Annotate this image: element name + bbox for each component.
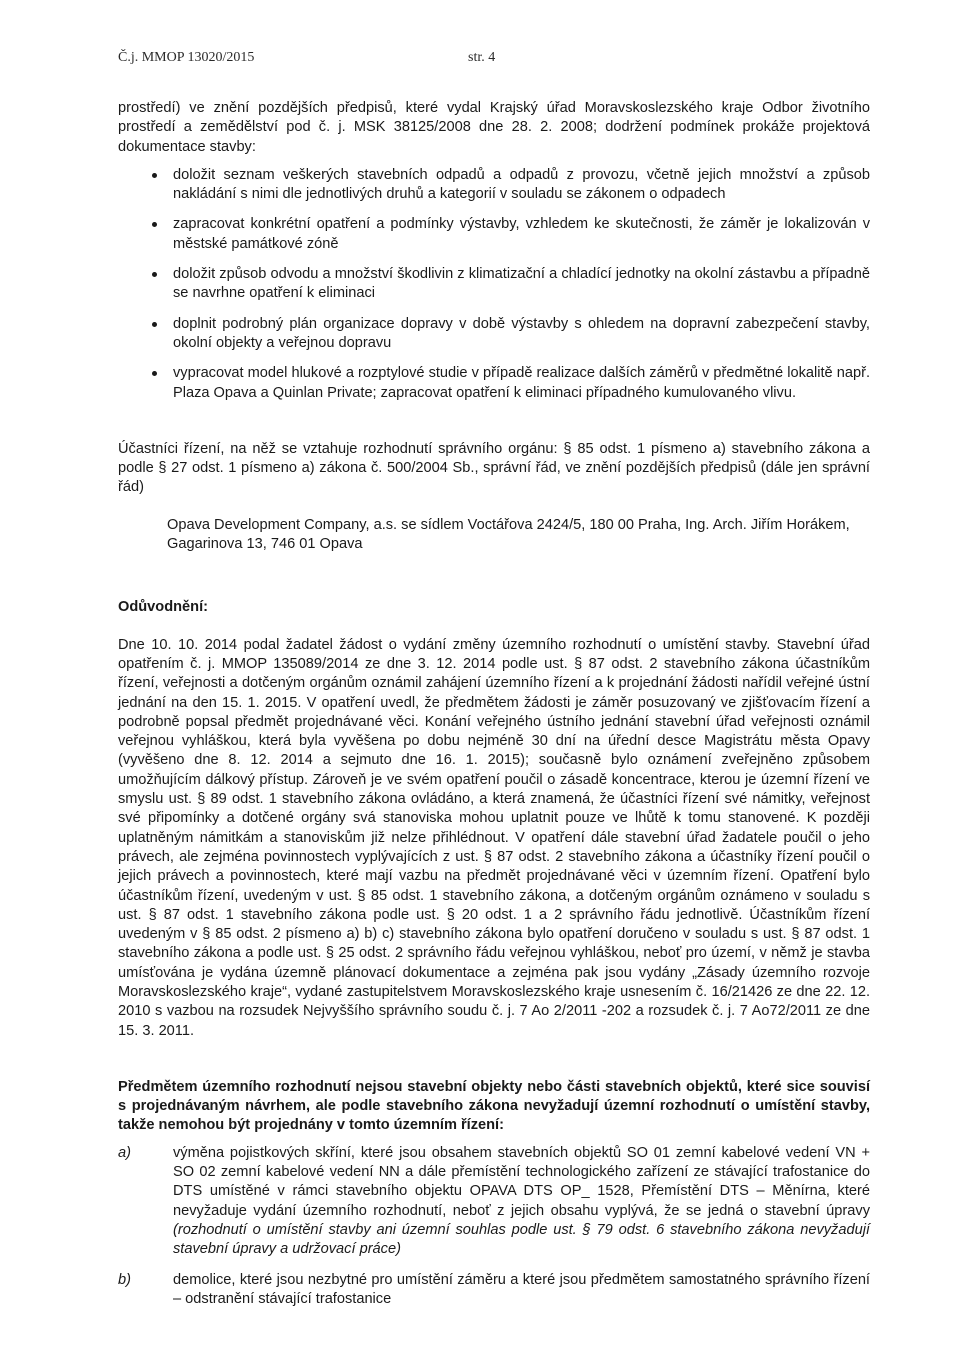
list-item-text: doložit seznam veškerých stavebních odpadů a odpadů z provozu, včetně jejich množství a způsob nakládání s nimi dle jednotlivých druhů a kategorií v souladu se zákonem o odpadech	[173, 166, 870, 203]
list-item	[118, 315, 870, 354]
bullet-icon	[152, 371, 157, 376]
list-item-text: vypracovat model hlukové a rozptylové studie v případě realizace dalších záměrů v předmětné lokalitě např. Plaza Opava a Quinlan Private; zapracovat opatření k eliminaci případného kumulovaného vlivu.	[173, 365, 870, 401]
item-text: výměna pojistkových skříní, které jsou obsahem stavebních objektů SO 01 zemní kabelové vedení VN + SO 02 zemní kabelové vedení NN a dále přemístění technologického zařízení ze stávající trafostanice do DTS umístěné v rámci stavebního objektu OPAVA DTS OP_ 1528, Přemístění DTS – Měnírna, které nevyžaduje vydání územního rozhodnutí, neboť z jejich obsahu vyplývá, že se jedná o stavební úpravy	[173, 1144, 870, 1219]
list-item	[118, 166, 870, 205]
item-text: demolice, které jsou nezbytné pro umístění záměru a které jsou předmětem samostatného správního řízení – odstranění stávající trafostanice	[173, 1271, 870, 1307]
intro-paragraph: prostředí) ve znění pozdějších předpisů, které vydal Krajský úřad Moravskoslezského kraje Odbor životního prostředí a zemědělství pod č. j. MSK 38125/2008 dne 28. 2. 2008; dodržení podmínek prokáže projektová dokumentace stavby:	[118, 100, 870, 155]
conditions-list	[118, 166, 870, 403]
list-item	[118, 1271, 870, 1310]
item-note: (rozhodnutí o umístění stavby ani územní souhlas podle ust. § 79 odst. 6 stavebního zákona nevyžadují stavební úpravy a udržovací práce)	[173, 1221, 870, 1258]
reasoning-paragraph: Dne 10. 10. 2014 podal žadatel žádost o vydání změny územního rozhodnutí o umístění stavby. Stavební úřad opatřením č. j. MMOP 135089/2014 ze dne 3. 12. 2014 podle ust. § 87 odst. 2 stavebního zákona účastníkům řízení, veřejnosti a dotčeným orgánům oznámil zahájení územního řízení a k projednání žádosti nařídil veřejné ústní jednání na den 15. 1. 2015. V opatření uvedl, že předmětem žádosti je záměr posuzovaný ve zjišťovacím řízení a podrobně popsal předmět projednávané věci. Konání veřejného ústního jednání stavební úřad veřejnosti oznámil veřejnou vyhláškou, která byla vyvěšena po dobu nejméně 30 dní na úřední desce Magistrátu města Opavy (vyvěšeno dne 8. 12. 2014 a sejmuto dne 16. 1. 2015); současně bylo oznámení zveřejněno způsobem umožňujícím dálkový přístup. Zároveň je ve svém opatření poučil o zásadě koncentrace, kterou je územní řízení ve smyslu ust. § 89 odst. 1 stavebního zákona ovládáno, a která znamená, že účastníci řízení své námitky, veřejnost své připomínky a dotčené orgány svá stanoviska mohou uplatnit pouze ve lhůtě k tomu stanovené. K později uplatněným námitkám a stanoviskům již nelze přihlédnout. V opatření dále stavební úřad žadatele poučil o jeho právech, ale zejména povinnostech vyplývajících z ust. § 87 odst. 2 stavebního zákona a účastníky řízení poučil o jejich právech a povinnostech, které mají vazbu na předmět projednávané věci v územním řízení. Opatření bylo účastníkům řízení, uvedeným v ust. § 85 odst. 1 stavebního zákona, a dotčeným orgánům oznámeno v souladu s ust. § 87 odst. 1 stavebního zákona podle ust. § 20 odst. 1 a 2 správního řádu jednotlivě. Účastníkům řízení uvedeným v § 85 odst. 2 písmeno a) b) c) stavebního zákona bylo opatření doručeno v souladu s ust. § 87 odst. 1 stavebního zákona a podle ust. § 25 odst. 2 správního řádu veřejnou vyhláškou, neboť pro území, v němž je stavba umísťována je vydána územně plánovací dokumentace a zejména pak jsou vydány „Zásady územního rozvoje Moravskoslezského kraje“, vydané zastupitelstvem Moravskoslezského kraje usnesením č. 16/21426 ze dne 22. 12. 2010 s vazbou na rozsudek Nejvyššího správního soudu č. j. 7 Ao 2/2011 -202 a rozsudek č. j. 7 Ao72/2011 ze dne 15. 3. 2011.	[118, 636, 870, 1039]
bullet-icon	[152, 272, 157, 277]
list-item	[118, 215, 870, 254]
list-item	[118, 265, 870, 304]
list-item-text: doložit způsob odvodu a množství škodlivin z klimatizační a chladící jednotky na okolní zástavbu a případně se navrhne opatření k eliminaci	[173, 266, 870, 302]
bullet-icon	[152, 322, 157, 327]
participants-paragraph: Účastníci řízení, na něž se vztahuje rozhodnutí správního orgánu: § 85 odst. 1 písmeno a) stavebního zákona a podle § 27 odst. 1 písmeno a) zákona č. 500/2004 Sb., správní řád, ve znění pozdějších předpisů (dále jen správní řád)	[118, 440, 870, 496]
subject-paragraph: Předmětem územního rozhodnutí nejsou stavební objekty nebo části stavebních objektů, které sice souvisí s projednávaným návrhem, ale podle stavebního zákona nevyžadují územní rozhodnutí o umístění stavby, takže nemohou být projednány v tomto územním řízení:	[118, 1078, 870, 1134]
reasoning-heading: Odůvodnění:	[118, 599, 208, 616]
participant-party: Opava Development Company, a.s. se sídlem Voctářova 2424/5, 180 00 Praha, Ing. Arch. Jiřím Horákem, Gagarinova 13, 746 01 Opava	[167, 516, 850, 553]
reference-number: Č.j. MMOP 13020/2015	[118, 50, 255, 65]
bullet-icon	[152, 222, 157, 227]
page-number: str. 4	[468, 50, 496, 65]
list-item	[118, 364, 870, 403]
excluded-items-list	[118, 1144, 870, 1309]
list-item-text: zapracovat konkrétní opatření a podmínky výstavby, vzhledem ke skutečnosti, že záměr je lokalizován v městské památkové zóně	[173, 216, 870, 252]
list-item	[118, 1144, 870, 1260]
item-mark: b)	[118, 1271, 131, 1288]
list-item-text: doplnit podrobný plán organizace dopravy v době výstavby s ohledem na dopravní zabezpečení stavby, okolní objekty a veřejnou dopravu	[173, 315, 870, 351]
item-mark: a)	[118, 1144, 131, 1161]
document-body	[118, 99, 870, 1320]
bullet-icon	[152, 173, 157, 178]
